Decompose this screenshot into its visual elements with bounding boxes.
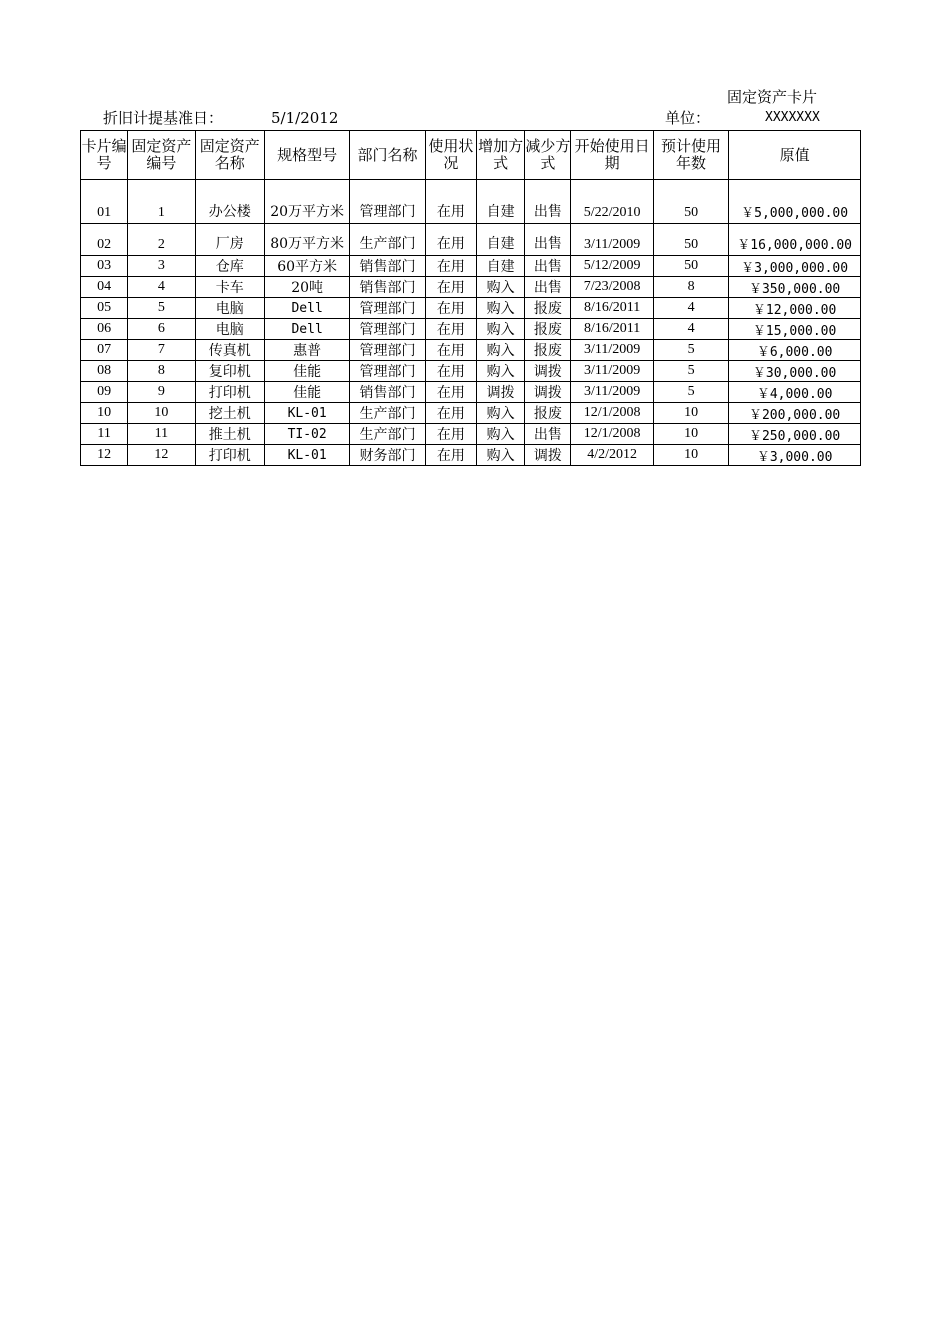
cell-useful-years: 4 (653, 298, 728, 319)
cell-decrease-method: 报废 (525, 340, 571, 361)
cell-card-no: 11 (81, 424, 128, 445)
cell-useful-years: 5 (653, 340, 728, 361)
cell-original-value: ￥16,000,000.00 (729, 224, 861, 256)
cell-asset-name: 复印机 (195, 361, 264, 382)
cell-useful-years: 5 (653, 361, 728, 382)
cell-card-no: 06 (81, 319, 128, 340)
cell-asset-no: 6 (128, 319, 195, 340)
cell-useful-years: 5 (653, 382, 728, 403)
cell-decrease-method: 出售 (525, 180, 571, 224)
cell-card-no: 02 (81, 224, 128, 256)
cell-card-no: 12 (81, 445, 128, 466)
cell-status: 在用 (425, 340, 476, 361)
cell-decrease-method: 出售 (525, 224, 571, 256)
cell-card-no: 09 (81, 382, 128, 403)
cell-department: 财务部门 (350, 445, 425, 466)
cell-department: 销售部门 (350, 382, 425, 403)
cell-asset-name: 电脑 (195, 298, 264, 319)
cell-spec: 佳能 (264, 382, 349, 403)
cell-asset-name: 办公楼 (195, 180, 264, 224)
cell-decrease-method: 报废 (525, 403, 571, 424)
cell-asset-no: 9 (128, 382, 195, 403)
cell-original-value: ￥15,000.00 (729, 319, 861, 340)
cell-department: 管理部门 (350, 319, 425, 340)
cell-status: 在用 (425, 445, 476, 466)
cell-original-value: ￥3,000.00 (729, 445, 861, 466)
cell-card-no: 10 (81, 403, 128, 424)
header-increase-method: 增加方式 (476, 131, 524, 180)
cell-start-date: 3/11/2009 (571, 382, 653, 403)
cell-spec: 惠普 (264, 340, 349, 361)
cell-decrease-method: 出售 (525, 256, 571, 277)
depreciation-basis-label: 折旧计提基准日： (103, 109, 224, 127)
cell-start-date: 8/16/2011 (571, 298, 653, 319)
cell-useful-years: 4 (653, 319, 728, 340)
cell-status: 在用 (425, 319, 476, 340)
cell-department: 生产部门 (350, 224, 425, 256)
header-spec: 规格型号 (264, 131, 349, 180)
cell-asset-no: 1 (128, 180, 195, 224)
table-row (81, 361, 861, 382)
cell-decrease-method: 出售 (525, 424, 571, 445)
cell-card-no: 04 (81, 277, 128, 298)
cell-asset-no: 12 (128, 445, 195, 466)
cell-original-value: ￥5,000,000.00 (729, 180, 861, 224)
cell-original-value: ￥4,000.00 (729, 382, 861, 403)
cell-asset-name: 厂房 (195, 224, 264, 256)
table-row (81, 277, 861, 298)
cell-useful-years: 8 (653, 277, 728, 298)
cell-status: 在用 (425, 382, 476, 403)
cell-card-no: 08 (81, 361, 128, 382)
table-row (81, 403, 861, 424)
cell-decrease-method: 调拨 (525, 445, 571, 466)
header-card-no: 卡片编号 (81, 131, 128, 180)
cell-original-value: ￥200,000.00 (729, 403, 861, 424)
cell-asset-name: 传真机 (195, 340, 264, 361)
cell-start-date: 5/12/2009 (571, 256, 653, 277)
cell-start-date: 5/22/2010 (571, 180, 653, 224)
cell-useful-years: 10 (653, 445, 728, 466)
cell-spec: TI-02 (264, 424, 349, 445)
cell-spec: 佳能 (264, 361, 349, 382)
cell-asset-name: 推土机 (195, 424, 264, 445)
cell-useful-years: 50 (653, 180, 728, 224)
cell-spec: KL-01 (264, 403, 349, 424)
cell-department: 管理部门 (350, 361, 425, 382)
cell-status: 在用 (425, 180, 476, 224)
cell-asset-no: 10 (128, 403, 195, 424)
cell-card-no: 05 (81, 298, 128, 319)
cell-useful-years: 10 (653, 403, 728, 424)
cell-asset-no: 7 (128, 340, 195, 361)
cell-status: 在用 (425, 277, 476, 298)
cell-asset-no: 3 (128, 256, 195, 277)
cell-spec: 20吨 (264, 277, 349, 298)
cell-status: 在用 (425, 256, 476, 277)
cell-useful-years: 50 (653, 256, 728, 277)
cell-original-value: ￥250,000.00 (729, 424, 861, 445)
cell-department: 销售部门 (350, 256, 425, 277)
cell-increase-method: 自建 (476, 224, 524, 256)
cell-increase-method: 调拨 (476, 382, 524, 403)
cell-asset-name: 电脑 (195, 319, 264, 340)
cell-asset-name: 打印机 (195, 445, 264, 466)
cell-decrease-method: 报废 (525, 298, 571, 319)
unit-label: 单位： (665, 109, 711, 127)
cell-card-no: 01 (81, 180, 128, 224)
header-useful-years: 预计使用年数 (653, 131, 728, 180)
cell-original-value: ￥3,000,000.00 (729, 256, 861, 277)
cell-original-value: ￥350,000.00 (729, 277, 861, 298)
cell-increase-method: 购入 (476, 277, 524, 298)
unit-value: XXXXXXX (765, 110, 820, 125)
table-row (81, 445, 861, 466)
cell-start-date: 3/11/2009 (571, 340, 653, 361)
cell-useful-years: 10 (653, 424, 728, 445)
cell-start-date: 7/23/2008 (571, 277, 653, 298)
cell-department: 销售部门 (350, 277, 425, 298)
header-asset-no: 固定资产编号 (128, 131, 195, 180)
header-status: 使用状况 (425, 131, 476, 180)
cell-decrease-method: 报废 (525, 319, 571, 340)
cell-increase-method: 购入 (476, 340, 524, 361)
cell-status: 在用 (425, 298, 476, 319)
cell-department: 管理部门 (350, 180, 425, 224)
table-row (81, 319, 861, 340)
cell-status: 在用 (425, 424, 476, 445)
cell-department: 生产部门 (350, 403, 425, 424)
table-row (81, 298, 861, 319)
cell-asset-no: 5 (128, 298, 195, 319)
cell-spec: KL-01 (264, 445, 349, 466)
cell-increase-method: 购入 (476, 361, 524, 382)
cell-original-value: ￥6,000.00 (729, 340, 861, 361)
header-row (81, 131, 861, 180)
sheet-title: 固定资产卡片 (727, 88, 818, 106)
header-asset-name: 固定资产名称 (195, 131, 264, 180)
cell-increase-method: 购入 (476, 298, 524, 319)
cell-useful-years: 50 (653, 224, 728, 256)
depreciation-basis-date: 5/1/2012 (271, 109, 339, 127)
cell-decrease-method: 出售 (525, 277, 571, 298)
cell-start-date: 3/11/2009 (571, 224, 653, 256)
cell-decrease-method: 调拨 (525, 382, 571, 403)
cell-asset-no: 2 (128, 224, 195, 256)
cell-original-value: ￥30,000.00 (729, 361, 861, 382)
cell-status: 在用 (425, 361, 476, 382)
cell-status: 在用 (425, 403, 476, 424)
cell-card-no: 03 (81, 256, 128, 277)
cell-start-date: 8/16/2011 (571, 319, 653, 340)
cell-start-date: 12/1/2008 (571, 403, 653, 424)
cell-spec: Dell (264, 298, 349, 319)
cell-start-date: 12/1/2008 (571, 424, 653, 445)
cell-status: 在用 (425, 224, 476, 256)
cell-increase-method: 自建 (476, 256, 524, 277)
cell-original-value: ￥12,000.00 (729, 298, 861, 319)
table-row (81, 224, 861, 256)
table-row (81, 180, 861, 224)
cell-spec: Dell (264, 319, 349, 340)
cell-department: 管理部门 (350, 298, 425, 319)
header-department: 部门名称 (350, 131, 425, 180)
cell-card-no: 07 (81, 340, 128, 361)
cell-asset-name: 卡车 (195, 277, 264, 298)
cell-increase-method: 购入 (476, 445, 524, 466)
cell-asset-name: 打印机 (195, 382, 264, 403)
cell-spec: 60平方米 (264, 256, 349, 277)
header-decrease-method: 减少方式 (525, 131, 571, 180)
cell-spec: 20万平方米 (264, 180, 349, 224)
fixed-asset-table (80, 130, 861, 466)
cell-asset-no: 8 (128, 361, 195, 382)
cell-asset-name: 挖土机 (195, 403, 264, 424)
cell-asset-name: 仓库 (195, 256, 264, 277)
cell-department: 生产部门 (350, 424, 425, 445)
table-row (81, 424, 861, 445)
table-row (81, 340, 861, 361)
cell-asset-no: 4 (128, 277, 195, 298)
cell-decrease-method: 调拨 (525, 361, 571, 382)
cell-increase-method: 购入 (476, 424, 524, 445)
cell-increase-method: 自建 (476, 180, 524, 224)
header-start-date: 开始使用日期 (571, 131, 653, 180)
cell-start-date: 3/11/2009 (571, 361, 653, 382)
cell-spec: 80万平方米 (264, 224, 349, 256)
cell-increase-method: 购入 (476, 319, 524, 340)
table-row (81, 256, 861, 277)
cell-asset-no: 11 (128, 424, 195, 445)
header-original-value: 原值 (729, 131, 861, 180)
cell-start-date: 4/2/2012 (571, 445, 653, 466)
cell-increase-method: 购入 (476, 403, 524, 424)
table-row (81, 382, 861, 403)
cell-department: 管理部门 (350, 340, 425, 361)
